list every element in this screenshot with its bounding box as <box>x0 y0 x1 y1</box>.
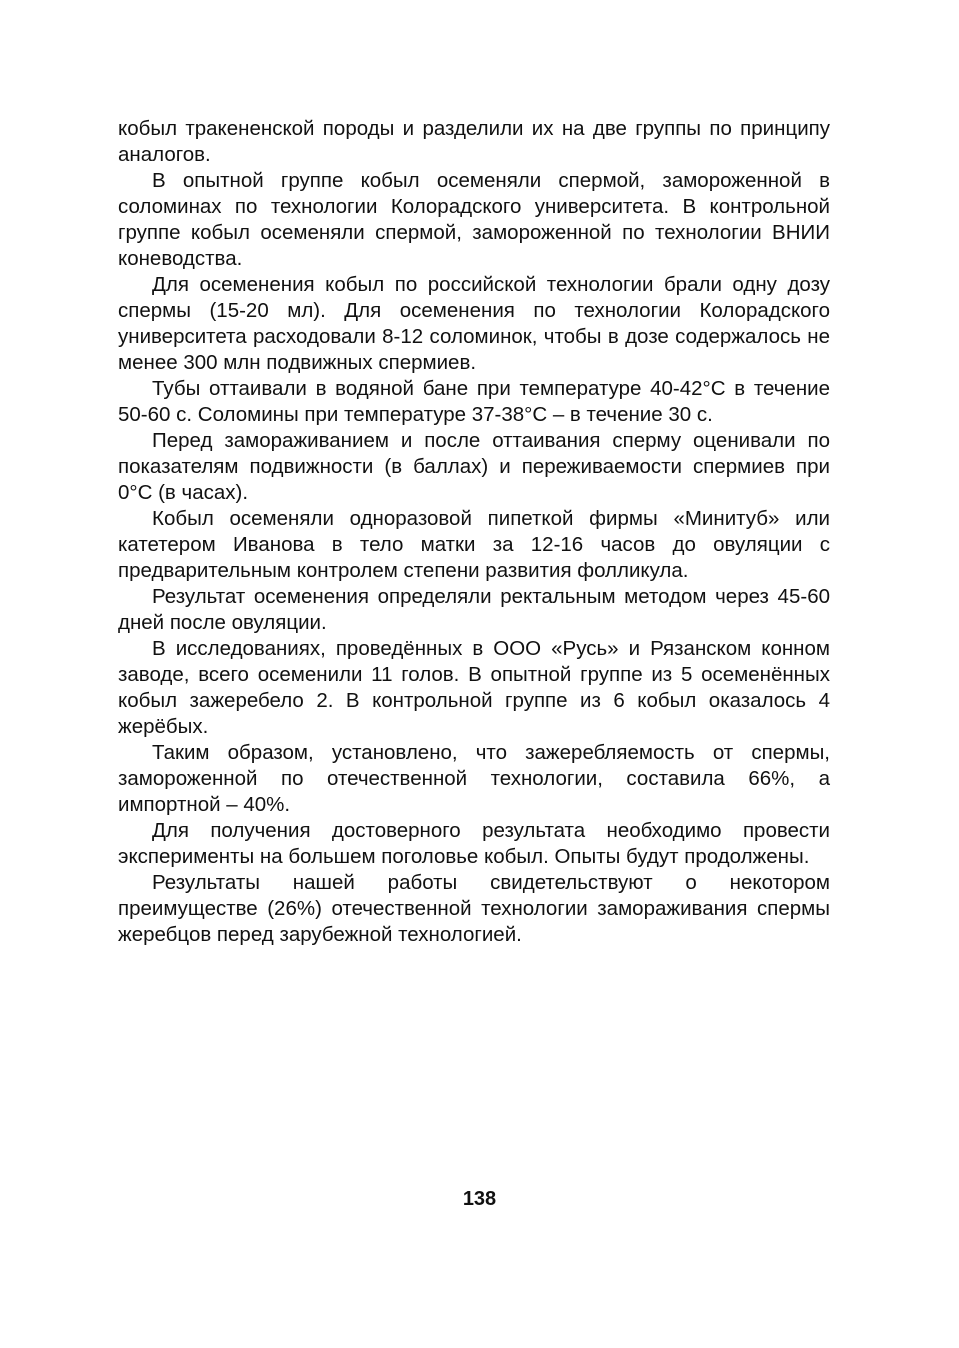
paragraph-7: Результат осеменения определяли ректальным методом через 45-60 дней после овуляции. <box>118 585 830 634</box>
page-number: 138 <box>462 1188 497 1210</box>
paragraph-11: Результаты нашей работы свидетельствуют о некотором преимуществе (26%) отечественной технологии замораживания спермы жеребцов перед зарубежной технологией. <box>118 871 830 946</box>
paragraph-8: В исследованиях, проведённых в ООО «Русь» и Рязанском конном заводе, всего осеменили 11 голов. В опытной группе из 5 осеменённых кобыл зажеребело 2. В контрольной группе из 6 кобыл оказалось 4 жерёбых. <box>118 637 830 738</box>
paragraph-1: кобыл тракененской породы и разделили их на две группы по принципу аналогов. <box>118 117 830 166</box>
paragraph-4: Тубы оттаивали в водяной бане при температуре 40-42°С в течение 50-60 с. Соломины при температуре 37-38°С – в течение 30 с. <box>118 377 830 426</box>
paragraph-3: Для осеменения кобыл по российской технологии брали одну дозу спермы (15-20 мл). Для осеменения по технологии Колорадского университета расходовали 8-12 соломинок, чтобы в дозе содержалось не менее 300 млн подвижных спермиев. <box>118 273 830 374</box>
paragraph-9: Таким образом, установлено, что зажеребляемость от спермы, замороженной по отечественной технологии, составила 66%, а импортной – 40%. <box>118 741 830 816</box>
paragraph-6: Кобыл осеменяли одноразовой пипеткой фирмы «Минитуб» или катетером Иванова в тело матки за 12-16 часов до овуляции с предварительным контролем степени развития фолликула. <box>118 507 830 582</box>
paragraph-5: Перед замораживанием и после оттаивания сперму оценивали по показателям подвижности (в баллах) и переживаемости спермиев при 0°С (в часах). <box>118 429 830 504</box>
paragraph-10: Для получения достоверного результата необходимо провести эксперименты на большем поголовье кобыл. Опыты будут продолжены. <box>118 819 830 868</box>
body-text <box>118 116 830 948</box>
paragraph-2: В опытной группе кобыл осеменяли спермой, замороженной в соломинах по технологии Колорадского университета. В контрольной группе кобыл осеменяли спермой, замороженной по технологии ВНИИ коневодства. <box>118 169 830 270</box>
